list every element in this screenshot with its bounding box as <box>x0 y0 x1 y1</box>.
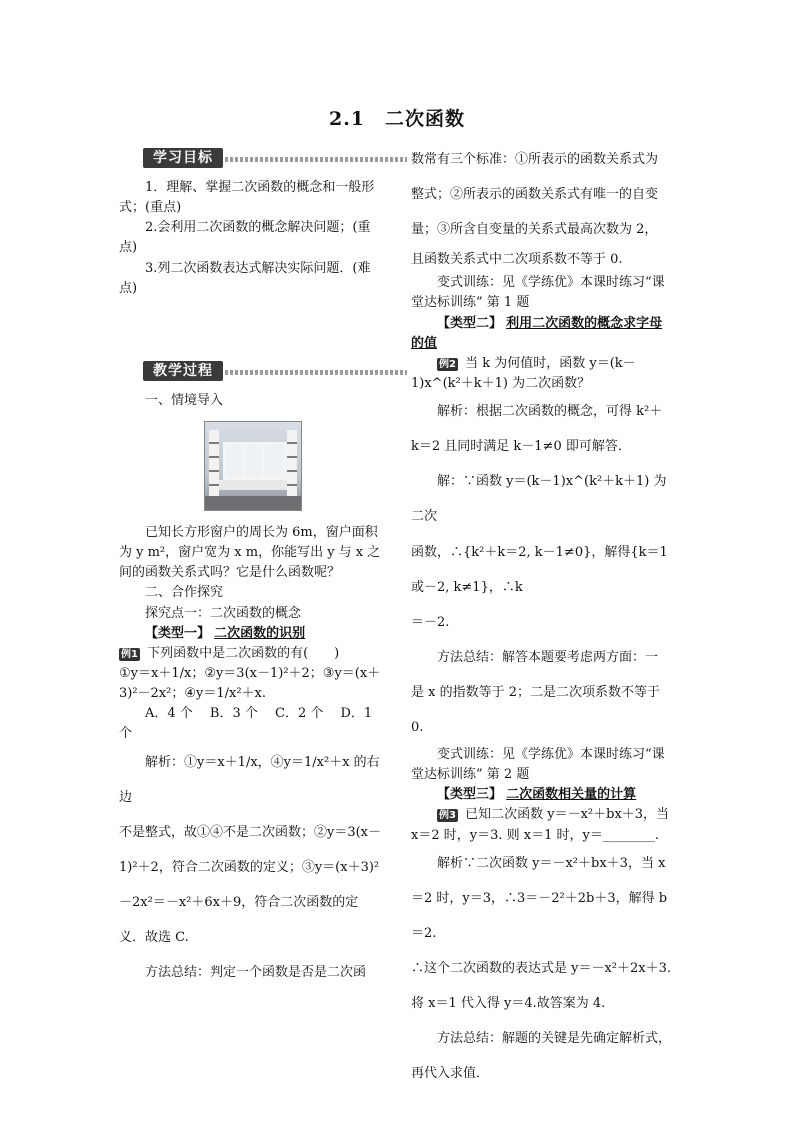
right-column <box>411 148 675 1091</box>
window-room-image <box>204 421 302 511</box>
type2-title: 利用二次函数的概念求字母的值 <box>411 315 663 351</box>
point1-heading: 探究点一：二次函数的概念 <box>145 605 302 621</box>
goals-header: 学习目标 <box>143 148 223 168</box>
method-summary-1: 方法总结：判定一个函数是否是二次函 <box>145 965 367 981</box>
variant-training-2: 变式训练：见《学练优》本课时练习“课堂达标训练” 第 2 题 <box>411 747 665 783</box>
goal-2: 2.会利用二次函数的概念解决问题；(重点) <box>119 220 371 256</box>
example2-analysis-2: k＝2 且同时满足 k－1≠0 即可解答． <box>411 439 631 455</box>
example3-analysis-3: ∴这个二次函数的表达式是 y＝－x²＋2x＋3. <box>411 961 672 977</box>
type3-tag: 【类型三】 <box>437 787 503 803</box>
type3-line <box>411 785 675 805</box>
example2-question: 例2 当 k 为何值时，函数 y＝(k－1)x^(k²＋k＋1) 为二次函数？ <box>411 355 636 391</box>
example1-solution-5: 义．故选 C. <box>119 930 189 945</box>
example1-functions: ①y＝x＋1/x；②y＝3(x－1)²＋2；③y＝(x＋3)²－2x²；④y＝1/x²＋x. <box>119 665 381 702</box>
criteria-line-1: 数常有三个标准：①所表示的函数关系式为 <box>411 152 659 167</box>
window-frame <box>223 442 287 480</box>
example2-solution-1: 解：∵函数 y＝(k－1)x^(k²＋k＋1) 为二次 <box>411 474 667 525</box>
type2-line <box>411 314 675 354</box>
example1-solution-2: 不是整式，故①④不是二次函数；②y＝3(x－ <box>119 824 382 840</box>
criteria-line-3: 量；③所含自变量的关系式最高次数为 2， <box>411 222 658 238</box>
method-summary-2b: 是 x 的指数等于 2；二是二次项系数不等于 0. <box>411 684 660 735</box>
explore-heading: 二、合作探究 <box>145 585 224 601</box>
example2-solution-3: ＝－2. <box>411 614 450 630</box>
page-title: 2.1 二次函数 <box>328 108 466 130</box>
left-column <box>119 148 387 990</box>
criteria-line-4: 且函数关系式中二次项系数不等于 0. <box>411 252 623 268</box>
example3-analysis-1: 解析∵二次函数 y＝－x²＋bx＋3，当 x <box>437 855 666 871</box>
process-section-header <box>119 361 387 383</box>
example3-analysis-2: ＝2 时，y＝3，∴3＝－2²＋2b＋3，解得 b＝2. <box>411 890 668 941</box>
example1-solution-3: 1)²＋2，符合二次函数的定义；③y＝(x＋3)² <box>119 859 380 875</box>
goals-section-header <box>119 148 387 170</box>
method-summary-3b: 再代入求值． <box>411 1066 490 1082</box>
example3-analysis-4: 将 x＝1 代入得 y＝4.故答案为 4. <box>411 996 606 1012</box>
criteria-line-2: 整式；②所表示的函数关系式有唯一的自变 <box>411 187 659 203</box>
process-header: 教学过程 <box>143 361 223 381</box>
example2-solution-2: 函数，∴{k²＋k＝2, k－1≠0}，解得{k＝1或－2, k≠1}，∴k <box>411 544 668 595</box>
variant-training-1: 变式训练：见《学练优》本课时练习“课堂达标训练” 第 1 题 <box>411 275 665 311</box>
example1-solution-4: －2x²＝－x²＋6x＋9，符合二次函数的定 <box>119 894 359 910</box>
example1-question: 例1 下列函数中是二次函数的有( ) <box>121 645 340 661</box>
goal-1: 1．理解、掌握二次函数的概念和一般形式；(重点) <box>119 180 375 216</box>
example2-label: 例2 <box>439 358 456 370</box>
type1-tag: 【类型一】 <box>145 625 211 641</box>
intro-heading: 一、情境导入 <box>145 392 224 408</box>
example1-label: 例1 <box>121 648 138 660</box>
example3-label: 例3 <box>439 810 456 822</box>
method-summary-2a: 方法总结：解答本题要考虑两方面：一 <box>437 649 659 665</box>
intro-text: 已知长方形窗户的周长为 6m，窗户面积为 y m²，窗户宽为 x m，你能写出 y 与 x 之间的函数关系式吗？它是什么函数呢？ <box>119 524 381 581</box>
method-summary-3a: 方法总结：解题的关键是先确定解析式， <box>437 1031 672 1047</box>
type2-tag: 【类型二】 <box>437 315 503 331</box>
type1-line <box>119 624 387 644</box>
goal-3: 3.列二次函数表达式解决实际问题．(难点) <box>119 260 371 296</box>
example1-solution-1: 解析：①y＝x＋1/x，④y＝1/x²＋x 的右边 <box>119 754 380 805</box>
example1-options: A．4 个 B．3 个 C．2 个 D．1 个 <box>119 706 373 742</box>
type1-title: 二次函数的识别 <box>214 625 306 641</box>
example2-analysis-1: 解析：根据二次函数的概念，可得 k²＋ <box>437 404 663 420</box>
type3-title: 二次函数相关量的计算 <box>506 787 637 803</box>
example3-question: 例3 已知二次函数 y＝－x²＋bx＋3，当 x＝2 时，y＝3. 则 x＝1 时，y＝________. <box>411 807 670 843</box>
